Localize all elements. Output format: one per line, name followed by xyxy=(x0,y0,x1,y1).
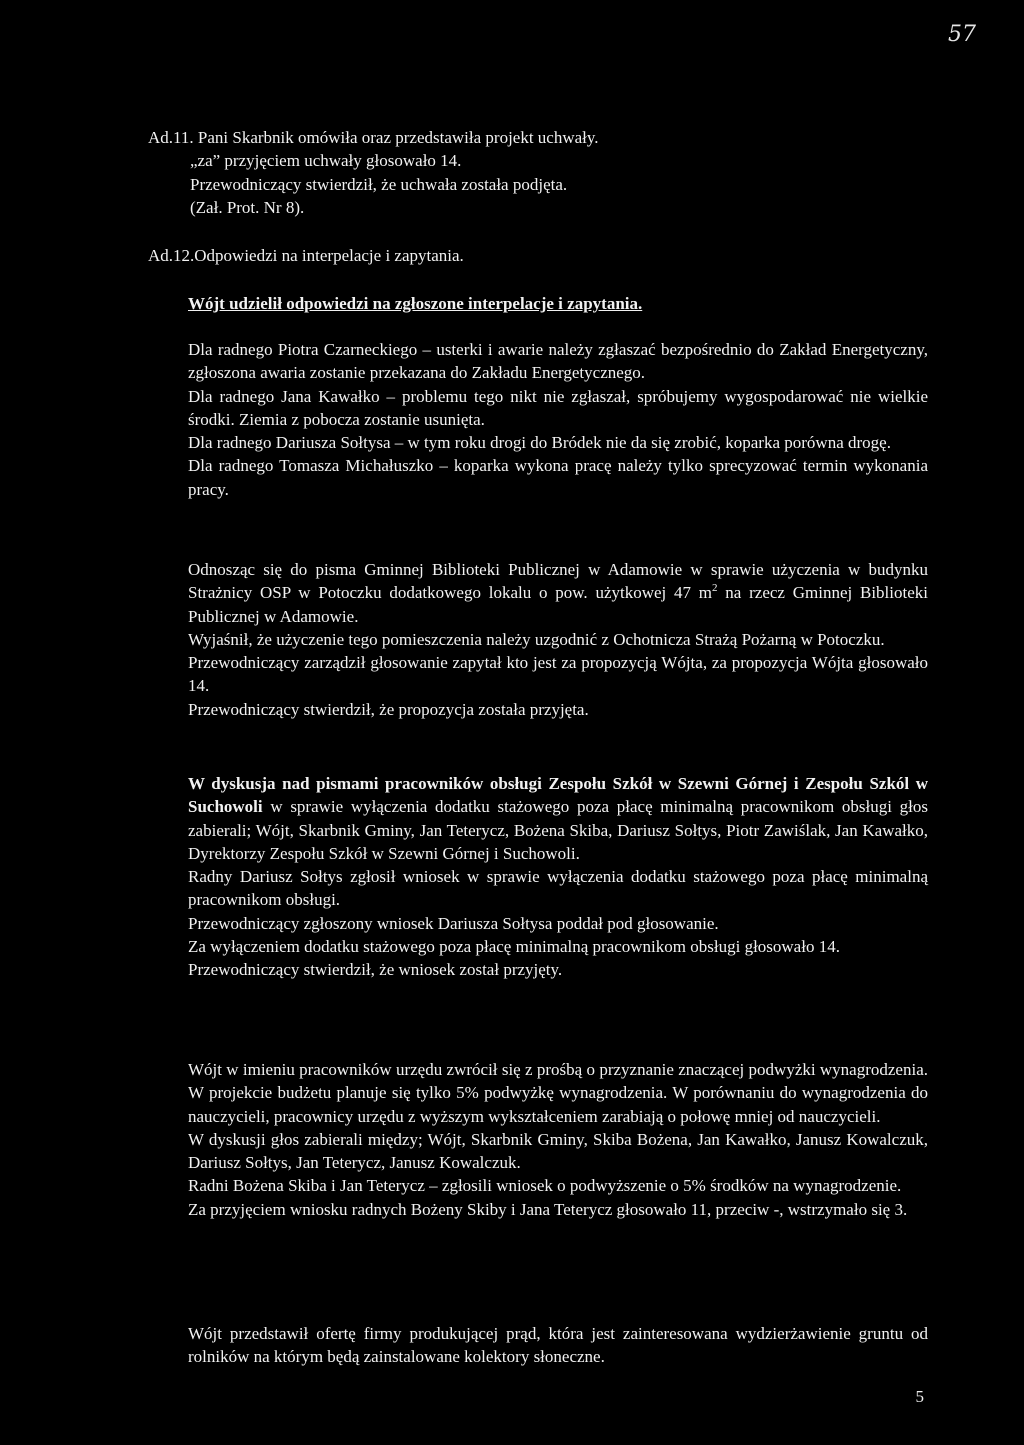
salary-discussion: W dyskusji głos zabierali między; Wójt, Skarbnik Gminy, Skiba Bożena, Jan Kawałko, Janusz Kowalczuk, Dariusz Sołtys, Jan Teterycz, Janusz Kowalczuk. xyxy=(188,1129,928,1173)
answer-michaluszko: Dla radnego Tomasza Michałuszko – koparka wykona pracę należy tylko sprecyzować termin wykonania pracy. xyxy=(188,456,928,499)
item11-line4: (Zał. Prot. Nr 8). xyxy=(190,197,305,217)
salary-block xyxy=(188,1058,928,1221)
discussion-paragraph xyxy=(188,772,928,865)
discussion-rest: w sprawie wyłączenia dodatku stażowego poza płacę minimalną pracownikom obsługi głos zabierali; Wójt, Skarbnik Gminy, Jan Teterycz, Bożena Skiba, Dariusz Sołtys, Piotr Zawiślak, Jan Kawałko, Dyrektorzy Zespołu Szkół w Szewni Górnej i Suchowoli. xyxy=(188,797,928,863)
agenda-item-12 xyxy=(148,244,928,267)
library-result: Przewodniczący stwierdził, że propozycja została przyjęta. xyxy=(188,699,589,719)
offer-block xyxy=(188,1322,928,1369)
discussion-vote-result: Za wyłączeniem dodatku stażowego poza płacę minimalną pracownikom obsługi głosowało 14. xyxy=(188,936,840,956)
salary-vote: Za przyjęciem wniosku radnych Bożeny Skiby i Jana Teterycz głosowało 11, przeciw -, wstrzymało się 3. xyxy=(188,1199,908,1219)
library-explanation: Wyjaśnił, że użyczenie tego pomieszczenia należy uzgodnić z Ochotnicza Strażą Pożarną w Potoczku. xyxy=(188,629,885,649)
page-number: 5 xyxy=(915,1387,924,1406)
discussion-bold-lead: W dyskusja nad pismami pracowników obsługi Zespołu Szkół w Szewni Górnej i Zespołu Szkól w Suchowoli xyxy=(188,774,928,817)
library-paragraph xyxy=(188,558,928,628)
discussion-block xyxy=(188,772,928,982)
superscript-2: 2 xyxy=(712,581,718,594)
discussion-vote-call: Przewodniczący zgłoszony wniosek Dariusza Sołtysa poddał pod głosowanie. xyxy=(188,913,719,933)
library-text-a: Odnosząc się do pisma Gminnej Biblioteki Publicznej w Adamowie w sprawie użyczenia w budynku Strażnicy OSP w Potoczku dodatkowego lokalu o pow. użytkowej 47 m xyxy=(188,560,928,603)
item11-line1: Ad.11. Pani Skarbnik omówiła oraz przedstawiła projekt uchwały. xyxy=(148,128,599,147)
answers-block xyxy=(188,338,928,501)
library-block xyxy=(188,558,928,721)
discussion-conclusion: Przewodniczący stwierdził, że wniosek został przyjęty. xyxy=(188,960,563,980)
answer-soltys: Dla radnego Dariusza Sołtysa – w tym roku drogi do Bródek nie da się zrobić, koparka porówna drogę. xyxy=(188,433,891,453)
discussion-motion: Radny Dariusz Sołtys zgłosił wniosek w sprawie wyłączenia dodatku stażowego poza płacę minimalną pracownikom obsługi. xyxy=(188,867,928,910)
answer-czarnecki: Dla radnego Piotra Czarneckiego – usterki i awarie należy zgłaszać bezpośrednio do Zakład Energetyczny, zgłoszona awaria zostanie przekazana do Zakładu Energetycznego. xyxy=(188,340,928,383)
section-heading xyxy=(188,292,928,315)
heading-text: Wójt udzielił odpowiedzi na zgłoszone interpelacje i zapytania. xyxy=(188,294,643,313)
salary-motion: Radni Bożena Skiba i Jan Teterycz – zgłosili wniosek o podwyższenie o 5% środków na wynagrodzenie. xyxy=(188,1176,902,1196)
item11-line2: „za” przyjęciem uchwały głosowało 14. xyxy=(190,151,462,171)
handwritten-page-mark: 57 xyxy=(948,22,976,47)
item11-line3: Przewodniczący stwierdził, że uchwała została podjęta. xyxy=(190,174,568,194)
answer-kawalko: Dla radnego Jana Kawałko – problemu tego nikt nie zgłaszał, spróbujemy wygospodarować nie wielkie środki. Ziemia z pobocza zostanie usunięta. xyxy=(188,386,928,429)
salary-request: Wójt w imieniu pracowników urzędu zwrócił się z prośbą o przyznanie znaczącej podwyżki wynagrodzenia. W projekcie budżetu planuje się tylko 5% podwyżkę wynagrodzenia. W porównaniu do wynagrodzenia do nauczycieli, pracownicy urzędu z wyższym wykształceniem zarabiają o połowę mniej od nauczycieli. xyxy=(188,1060,928,1126)
library-vote: Przewodniczący zarządził głosowanie zapytał kto jest za propozycją Wójta, za propozycja Wójta głosowało 14. xyxy=(188,653,928,696)
agenda-item-11 xyxy=(148,126,928,219)
library-text-b: na rzecz Gminnej Biblioteki Publicznej w Adamowie. xyxy=(188,583,928,626)
item12-line1: Ad.12.Odpowiedzi na interpelacje i zapytania. xyxy=(148,246,464,265)
offer-paragraph: Wójt przedstawił ofertę firmy produkującej prąd, która jest zainteresowana wydzierżawienie gruntu od rolników na którym będą zainstalowane kolektory słoneczne. xyxy=(188,1324,928,1367)
